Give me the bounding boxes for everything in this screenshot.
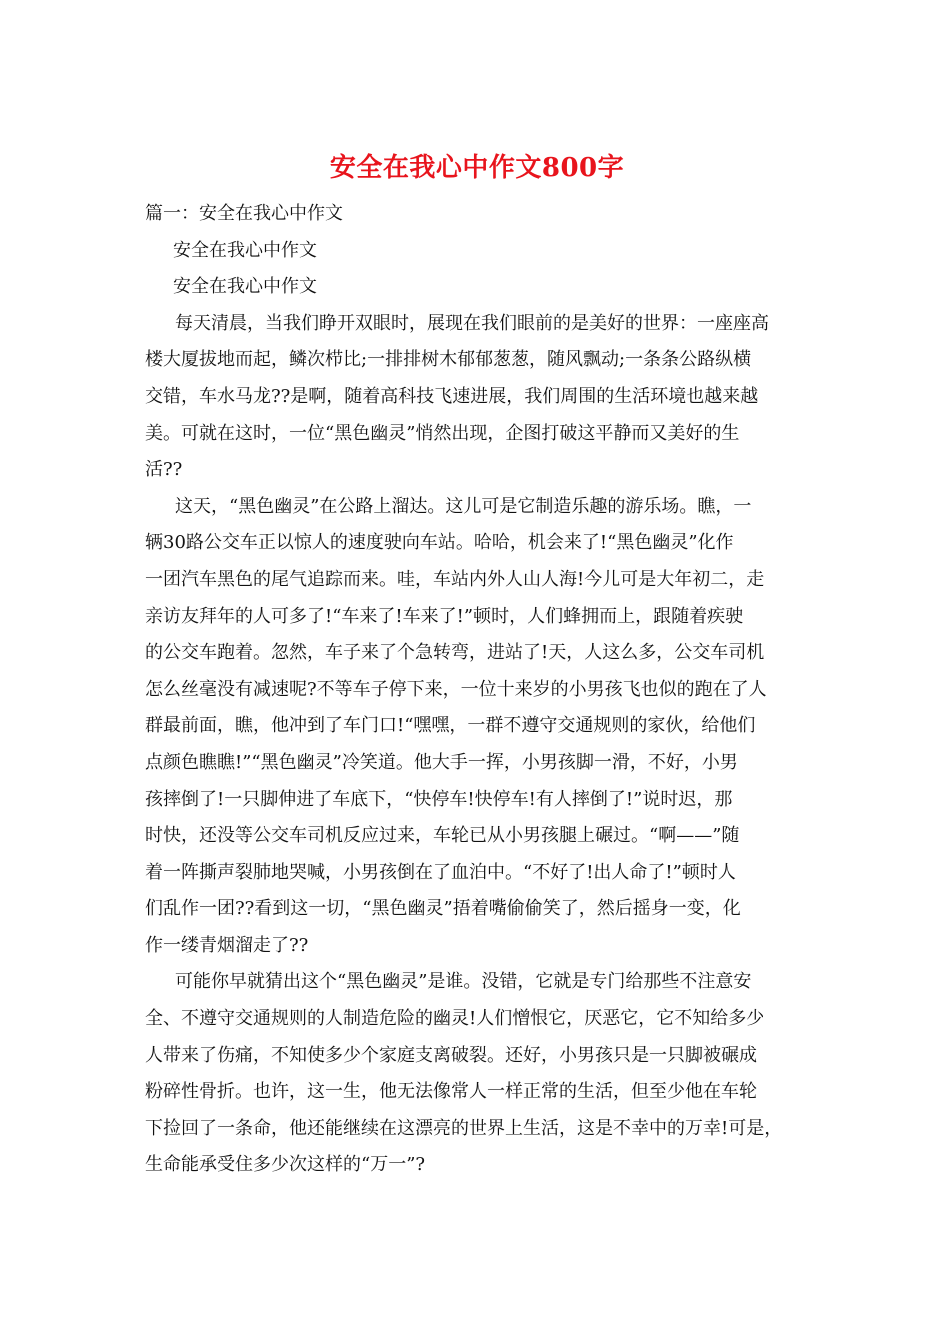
text-line: 的公交车跑着。忽然，车子来了个急转弯，进站了!天，人这么多，公交车司机 bbox=[145, 642, 765, 664]
paragraph bbox=[145, 489, 809, 965]
text-line: 粉碎性骨折。也许，这一生，他无法像常人一样正常的生活，但至少他在车轮 bbox=[145, 1081, 757, 1103]
text-line: 全、不遵守交通规则的人制造危险的幽灵!人们憎恨它，厌恶它，它不知给多少 bbox=[145, 1008, 765, 1030]
text-line: 下捡回了一条命，他还能继续在这漂亮的世界上生活，这是不幸中的万幸!可是， bbox=[145, 1117, 783, 1139]
text-line: 每天清晨，当我们睁开双眼时，展现在我们眼前的是美好的世界：一座座高 bbox=[175, 312, 769, 334]
text-line: 孩摔倒了!一只脚伸进了车底下，“快停车!快停车!有人摔倒了!”说时迟，那 bbox=[145, 788, 733, 810]
text-line: 可能你早就猜出这个“黑色幽灵”是谁。没错，它就是专门给那些不注意安 bbox=[175, 971, 752, 993]
text-line: 们乱作一团??看到这一切，“黑色幽灵”捂着嘴偷偷笑了，然后摇身一变，化 bbox=[145, 898, 741, 920]
text-line: 辆30路公交车正以惊人的速度驶向车站。哈哈，机会来了!“黑色幽灵”化作 bbox=[145, 532, 734, 554]
paragraph bbox=[145, 306, 809, 489]
sub-heading: 安全在我心中作文 bbox=[173, 239, 317, 261]
document-page bbox=[145, 150, 809, 1184]
text-line: 群最前面，瞧，他冲到了车门口!“嘿嘿，一群不遵守交通规则的家伙，给他们 bbox=[145, 715, 756, 737]
text-line: 点颜色瞧瞧!”“黑色幽灵”冷笑道。他大手一挥，小男孩脚一滑，不好，小男 bbox=[145, 751, 738, 773]
text-line: 这天，“黑色幽灵”在公路上溜达。这儿可是它制造乐趣的游乐场。瞧，一 bbox=[175, 495, 752, 517]
section-heading: 篇一：安全在我心中作文 bbox=[145, 203, 343, 224]
paragraph bbox=[145, 964, 809, 1184]
document-title: 安全在我心中作文800字 bbox=[329, 153, 625, 183]
text-line: 人带来了伤痛，不知使多少个家庭支离破裂。还好，小男孩只是一只脚被碾成 bbox=[145, 1044, 757, 1066]
text-line: 交错，车水马龙??是啊，随着高科技飞速进展，我们周围的生活环境也越来越 bbox=[145, 385, 759, 407]
text-line: 着一阵撕声裂肺地哭喊，小男孩倒在了血泊中。“不好了!出人命了!”顿时人 bbox=[145, 861, 736, 883]
text-line: 活?? bbox=[145, 459, 183, 481]
text-line: 生命能承受住多少次这样的“万一”? bbox=[145, 1154, 426, 1176]
text-line: 作一缕青烟溜走了?? bbox=[145, 934, 309, 956]
text-line: 时快，还没等公交车司机反应过来，车轮已从小男孩腿上碾过。“啊——”随 bbox=[145, 825, 740, 847]
text-line: 怎么丝毫没有减速呢?不等车子停下来，一位十来岁的小男孩飞也似的跑在了人 bbox=[145, 678, 767, 700]
text-line: 美。可就在这时，一位“黑色幽灵”悄然出现，企图打破这平静而又美好的生 bbox=[145, 422, 740, 444]
sub-heading: 安全在我心中作文 bbox=[173, 276, 317, 298]
text-line: 一团汽车黑色的尾气追踪而来。哇，车站内外人山人海!今儿可是大年初二，走 bbox=[145, 568, 765, 590]
text-line: 楼大厦拔地而起，鳞次栉比;一排排树木郁郁葱葱，随风飘动;一条条公路纵横 bbox=[145, 349, 752, 371]
text-line: 亲访友拜年的人可多了!“车来了!车来了!”顿时，人们蜂拥而上，跟随着疾驶 bbox=[145, 605, 744, 627]
